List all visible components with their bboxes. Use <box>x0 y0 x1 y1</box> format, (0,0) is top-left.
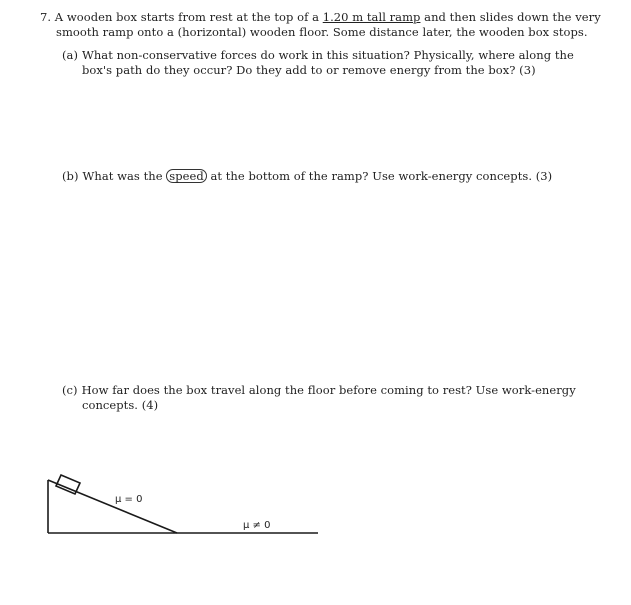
part-b-label: (b) <box>62 169 79 183</box>
stem-text-post: and then slides down the very <box>420 10 601 24</box>
ramp-friction-label: μ = 0 <box>115 494 143 505</box>
ramp-incline <box>48 480 177 533</box>
question-number: 7. <box>40 10 52 24</box>
stem-text-pre: A wooden box starts from rest at the top of a <box>54 10 323 24</box>
stem-underlined-text: 1.20 m tall ramp <box>322 10 421 24</box>
question-stem-line2: smooth ramp onto a (horizontal) wooden floor. Some distance later, the wooden box stops. <box>56 25 588 39</box>
part-c-label: (c) <box>62 383 78 397</box>
part-a-line2: box's path do they occur? Do they add to or remove energy from the box? (3) <box>82 63 536 77</box>
circled-word: speed <box>166 169 207 183</box>
part-b-text-post: at the bottom of the ramp? Use work-energy concepts. (3) <box>206 169 553 183</box>
part-b-text-pre: What was the <box>82 169 167 183</box>
part-a-text: What non-conservative forces do work in this situation? Physically, where along the <box>81 48 574 62</box>
part-c-text: How far does the box travel along the floor before coming to rest? Use work-energy <box>81 383 576 397</box>
floor-friction-label: μ ≠ 0 <box>243 520 271 531</box>
part-a-label: (a) <box>62 48 78 62</box>
part-c-line2: concepts. (4) <box>82 398 159 412</box>
